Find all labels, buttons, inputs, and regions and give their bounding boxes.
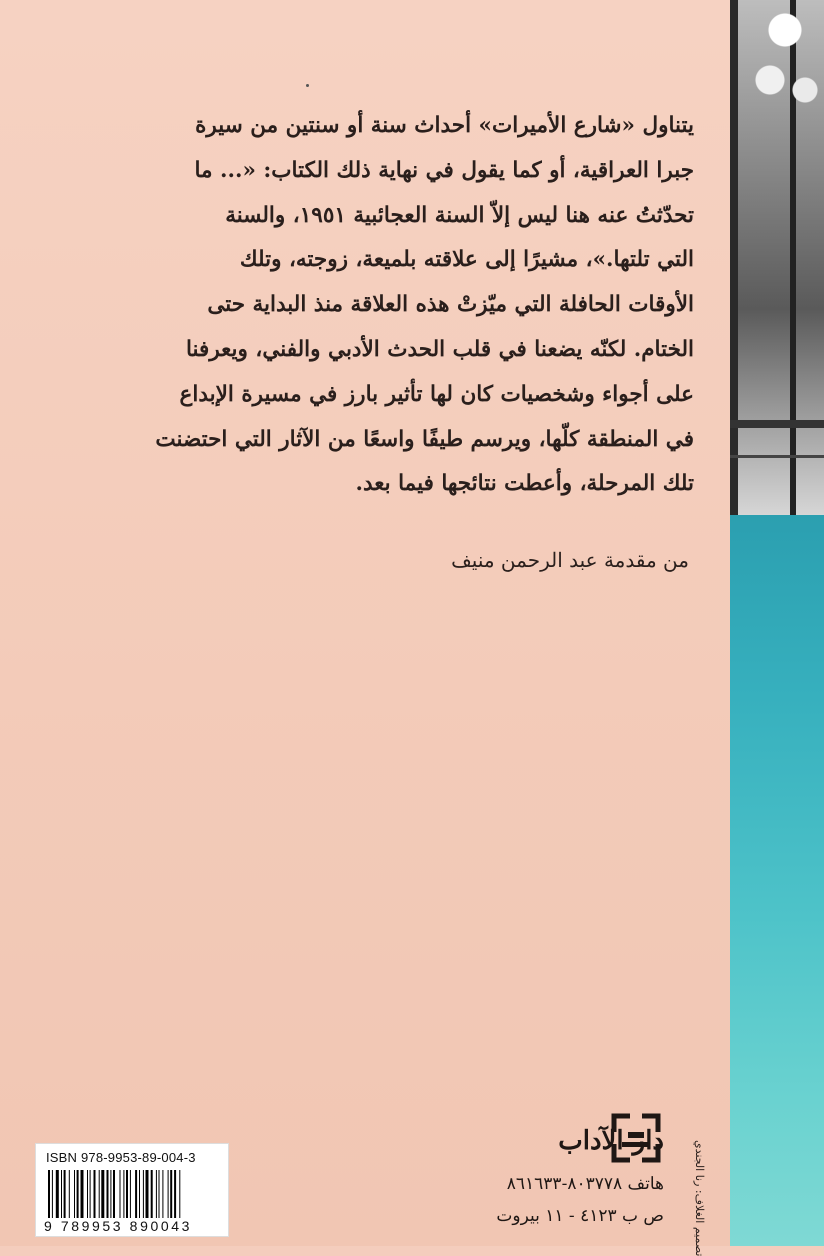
blurb-line: على أجواء وشخصيات كان لها تأثير بارز في مسيرة الإبداع [179, 381, 694, 407]
photo-railing [730, 420, 824, 428]
blurb-line: التي تلتها.»، مشيرًا إلى علاقته بلميعة، زوجته، وتلك [239, 247, 694, 273]
photo-railing-lower [730, 455, 824, 458]
blurb-source: من مقدمة عبد الرحمن منيف [451, 548, 689, 572]
teal-color-strip [730, 515, 824, 1246]
blurb-line: في المنطقة كلّها، ويرسم طيفًا واسعًا من الآثار التي احتضنت [155, 426, 694, 452]
barcode-bars [48, 1170, 218, 1218]
blurb-line: الأوقات الحافلة التي ميّزتْ هذه العلاقة منذ البداية حتى [207, 292, 694, 318]
publisher-name: دار الآداب [558, 1126, 664, 1156]
decorative-dot [306, 84, 309, 87]
blurb-line: تلك المرحلة، وأعطت نتائجها فيما بعد. [355, 471, 694, 497]
blurb-line: جبرا العراقية، أو كما يقول في نهاية ذلك الكتاب: «... ما [194, 157, 694, 183]
isbn-label: ISBN 978-9953-89-004-3 [46, 1150, 196, 1165]
blurb-line: يتناول «شارع الأميرات» أحداث سنة أو سنتين من سيرة [195, 113, 694, 138]
publisher-phone: هاتف ٨٠٣٧٧٨-٨٦١٦٣٣ [506, 1174, 664, 1194]
isbn-barcode [35, 1143, 229, 1237]
blurb-line: الختام. لكنّه يضعنا في قلب الحدث الأدبي والفني، ويعرفنا [186, 336, 694, 362]
cover-photo-strip [730, 0, 824, 515]
cover-design-credit: تصميم الغلاف: رنا الجندي [693, 1140, 706, 1256]
blurb-line: تحدّثتُ عنه هنا ليس إلاّ السنة العجائبية ١٩٥١، والسنة [225, 202, 694, 228]
back-cover-blurb [134, 104, 694, 507]
publisher-pobox: ص ب ٤١٢٣ - ١١ بيروت [496, 1206, 664, 1226]
barcode-digits: 9 789953 890043 [44, 1218, 192, 1234]
